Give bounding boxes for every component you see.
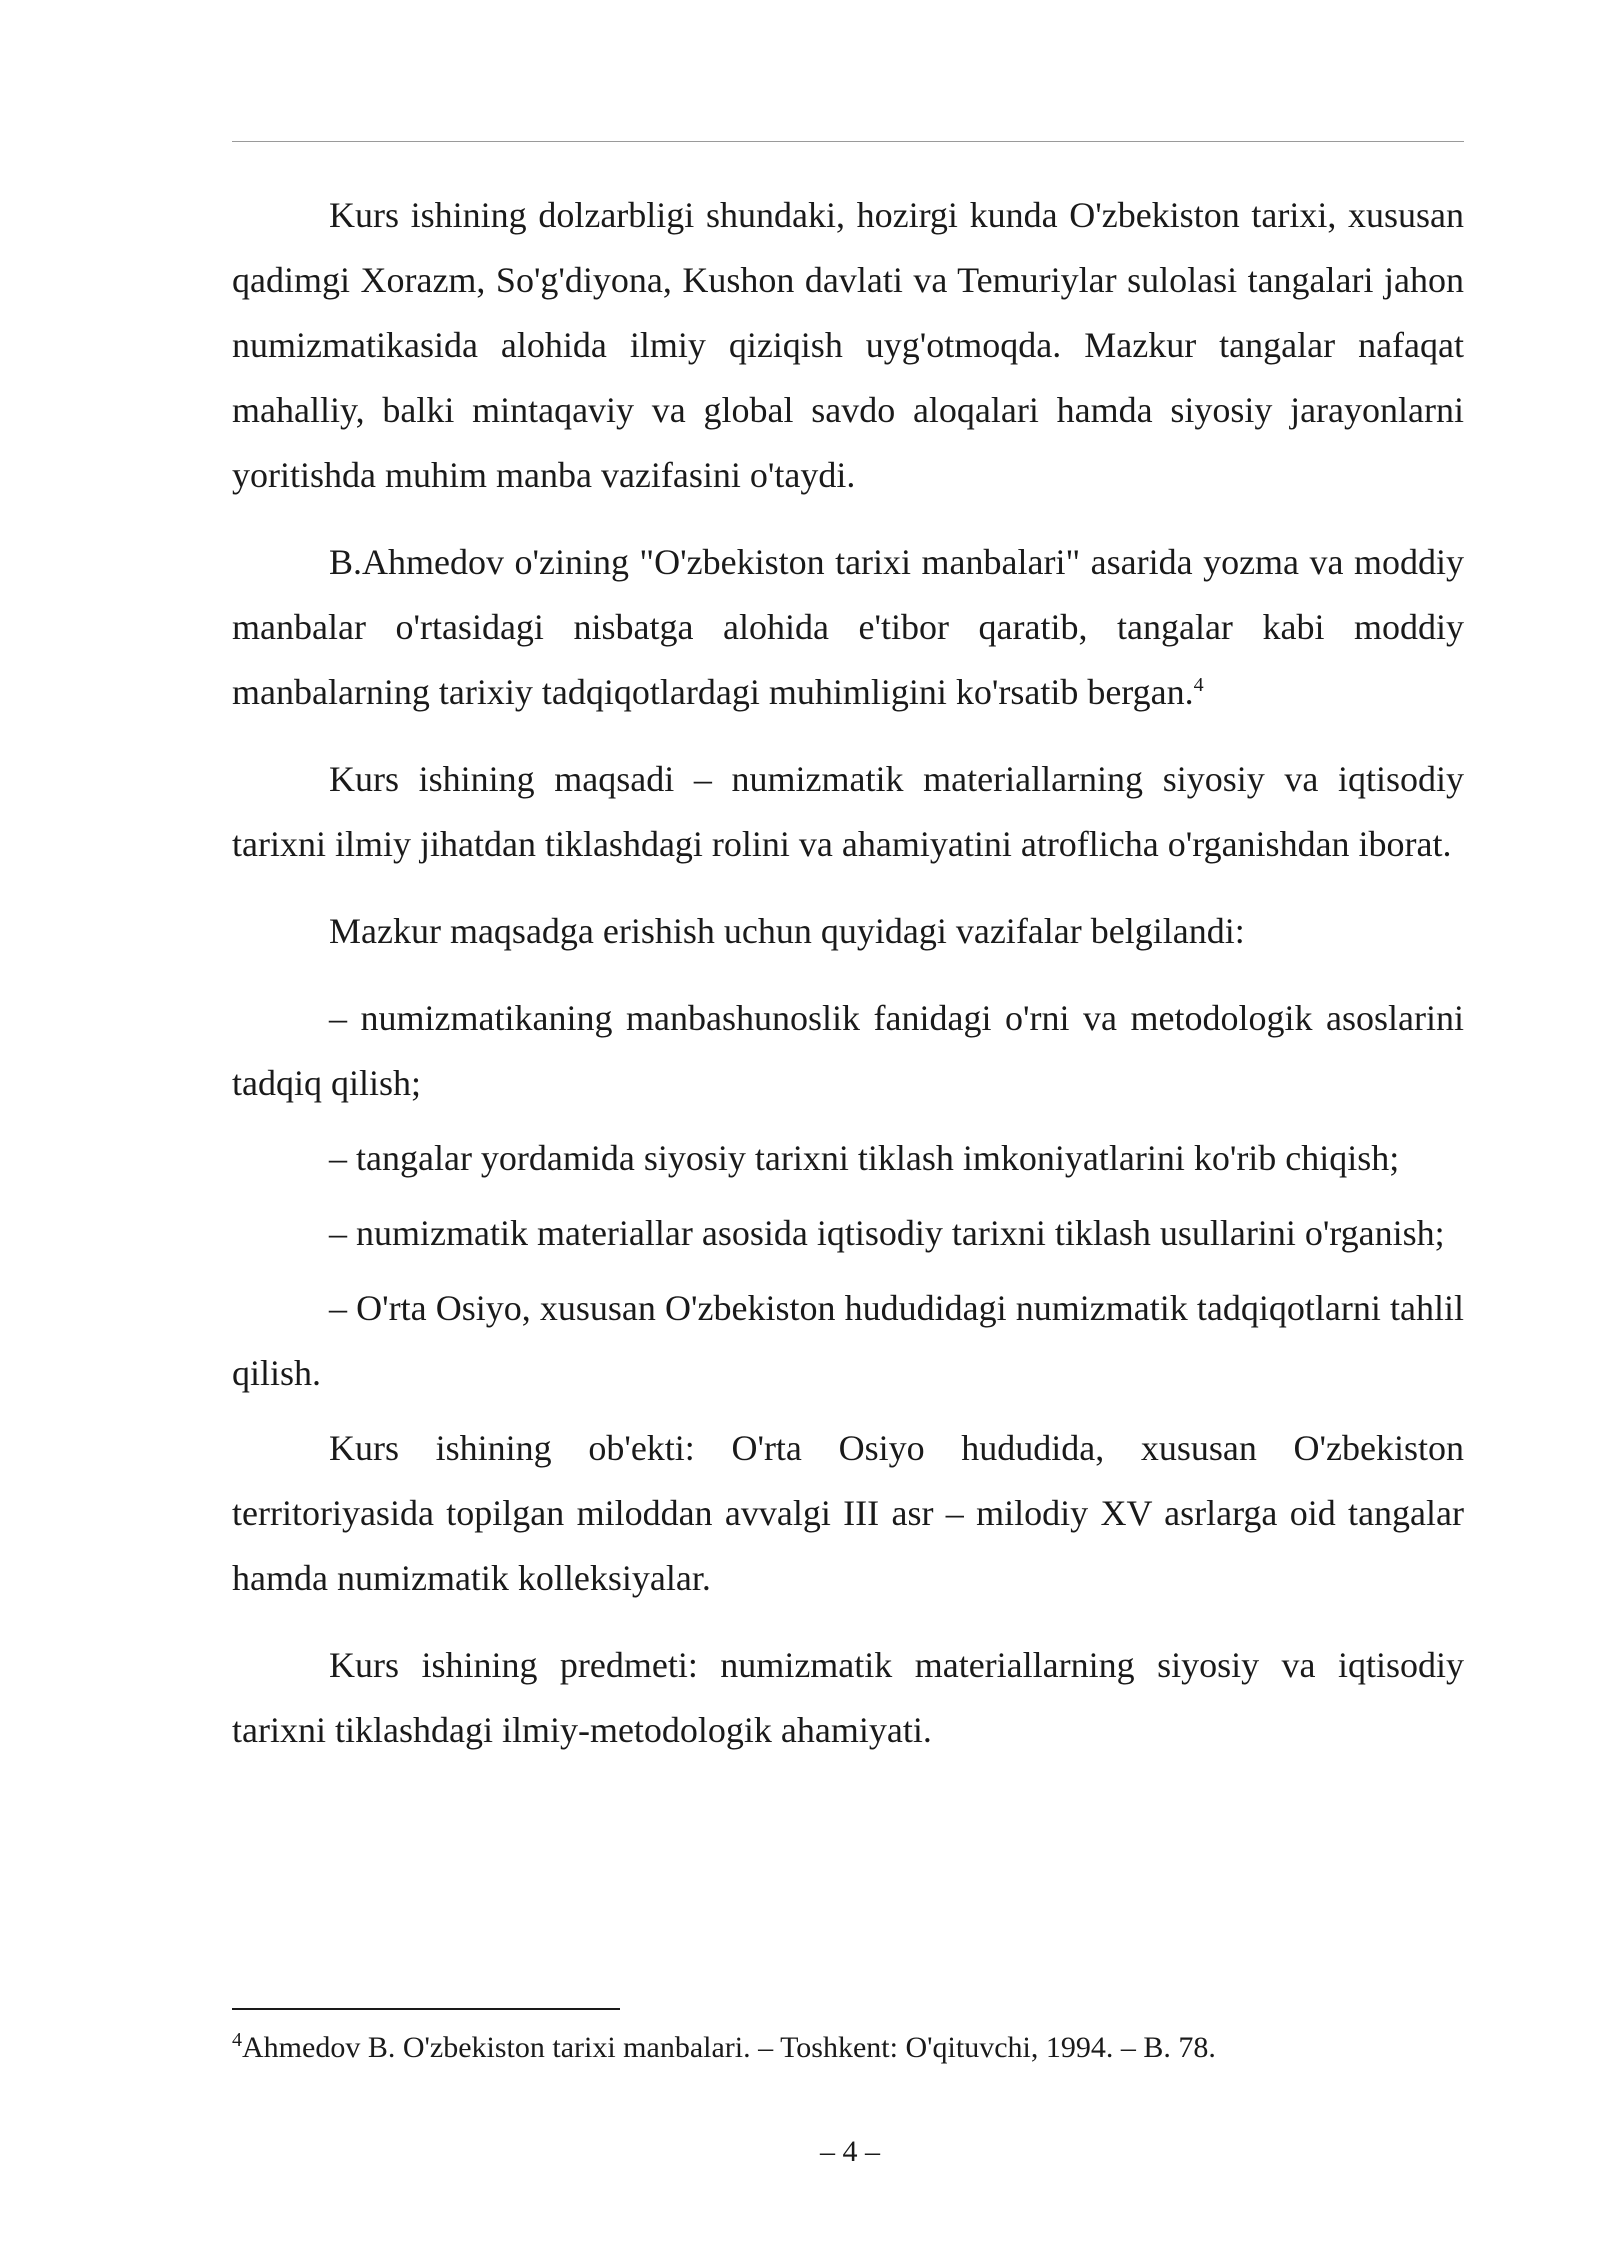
task-item: – tangalar yordamida siyosiy tarixni tiklash imkoniyatlarini ko'rib chiqish; <box>329 1138 1400 1178</box>
header-divider <box>232 141 1464 142</box>
paragraph-object: Kurs ishining ob'ekti: O'rta Osiyo hududida, xususan O'zbekiston territoriyasida topilgan miloddan avvalgi III asr – milodiy XV asrlarga oid tangalar hamda numizmatik kolleksiyalar. <box>232 1428 1464 1598</box>
footnote-number: 4 <box>232 2029 242 2051</box>
task-item: – numizmatik materiallar asosida iqtisodiy tarixni tiklash usullarini o'rganish; <box>329 1213 1445 1253</box>
paragraph-ahmedov: B.Ahmedov o'zining "O'zbekiston tarixi manbalari" asarida yozma va moddiy manbalar o'rtasidagi nisbatga alohida e'tibor qaratib, tangalar kabi moddiy manbalarning tarixiy tadqiqotlardagi muhimligini ko'rsatib bergan.$^4$ <box>232 542 1464 712</box>
page-number: – 4 – <box>820 2135 880 2168</box>
paragraph-subject: Kurs ishining predmeti: numizmatik materiallarning siyosiy va iqtisodiy tarixni tiklashdagi ilmiy-metodologik ahamiyati. <box>232 1645 1464 1750</box>
paragraph-tasks-intro: Mazkur maqsadga erishish uchun quyidagi vazifalar belgilandi: <box>329 911 1245 951</box>
footnote-text: Ahmedov B. O'zbekiston tarixi manbalari. – Toshkent: O'qituvchi, 1994. – B. 78. <box>242 2031 1216 2064</box>
footnote <box>232 2026 1464 2070</box>
body-text <box>232 183 1464 1785</box>
paragraph-goal: Kurs ishining maqsadi – numizmatik materiallarning siyosiy va iqtisodiy tarixni ilmiy jihatdan tiklashdagi rolini va ahamiyatini atroflicha o'rganishdan iborat. <box>232 759 1464 864</box>
footnote-reference[interactable]: 4 <box>1193 674 1204 696</box>
task-item: – numizmatikaning manbashunoslik fanidagi o'rni va metodologik asoslarini tadqiq qilish; <box>232 998 1464 1103</box>
paragraph-relevance: Kurs ishining dolzarbligi shundaki, hozirgi kunda O'zbekiston tarixi, xususan qadimgi Xorazm, So'g'diyona, Kushon davlati va Temuriylar sulolasi tangalari jahon numizmatikasida alohida ilmiy qiziqish uyg'otmoqda. Mazkur tangalar nafaqat mahalliy, balki mintaqaviy va global savdo aloqalari hamda siyosiy jarayonlarni yoritishda muhim manba vazifasini o'taydi. <box>232 195 1464 495</box>
footnote-divider <box>232 2008 620 2010</box>
task-item: – O'rta Osiyo, xususan O'zbekiston hududidagi numizmatik tadqiqotlarni tahlil qilish. <box>232 1288 1464 1393</box>
